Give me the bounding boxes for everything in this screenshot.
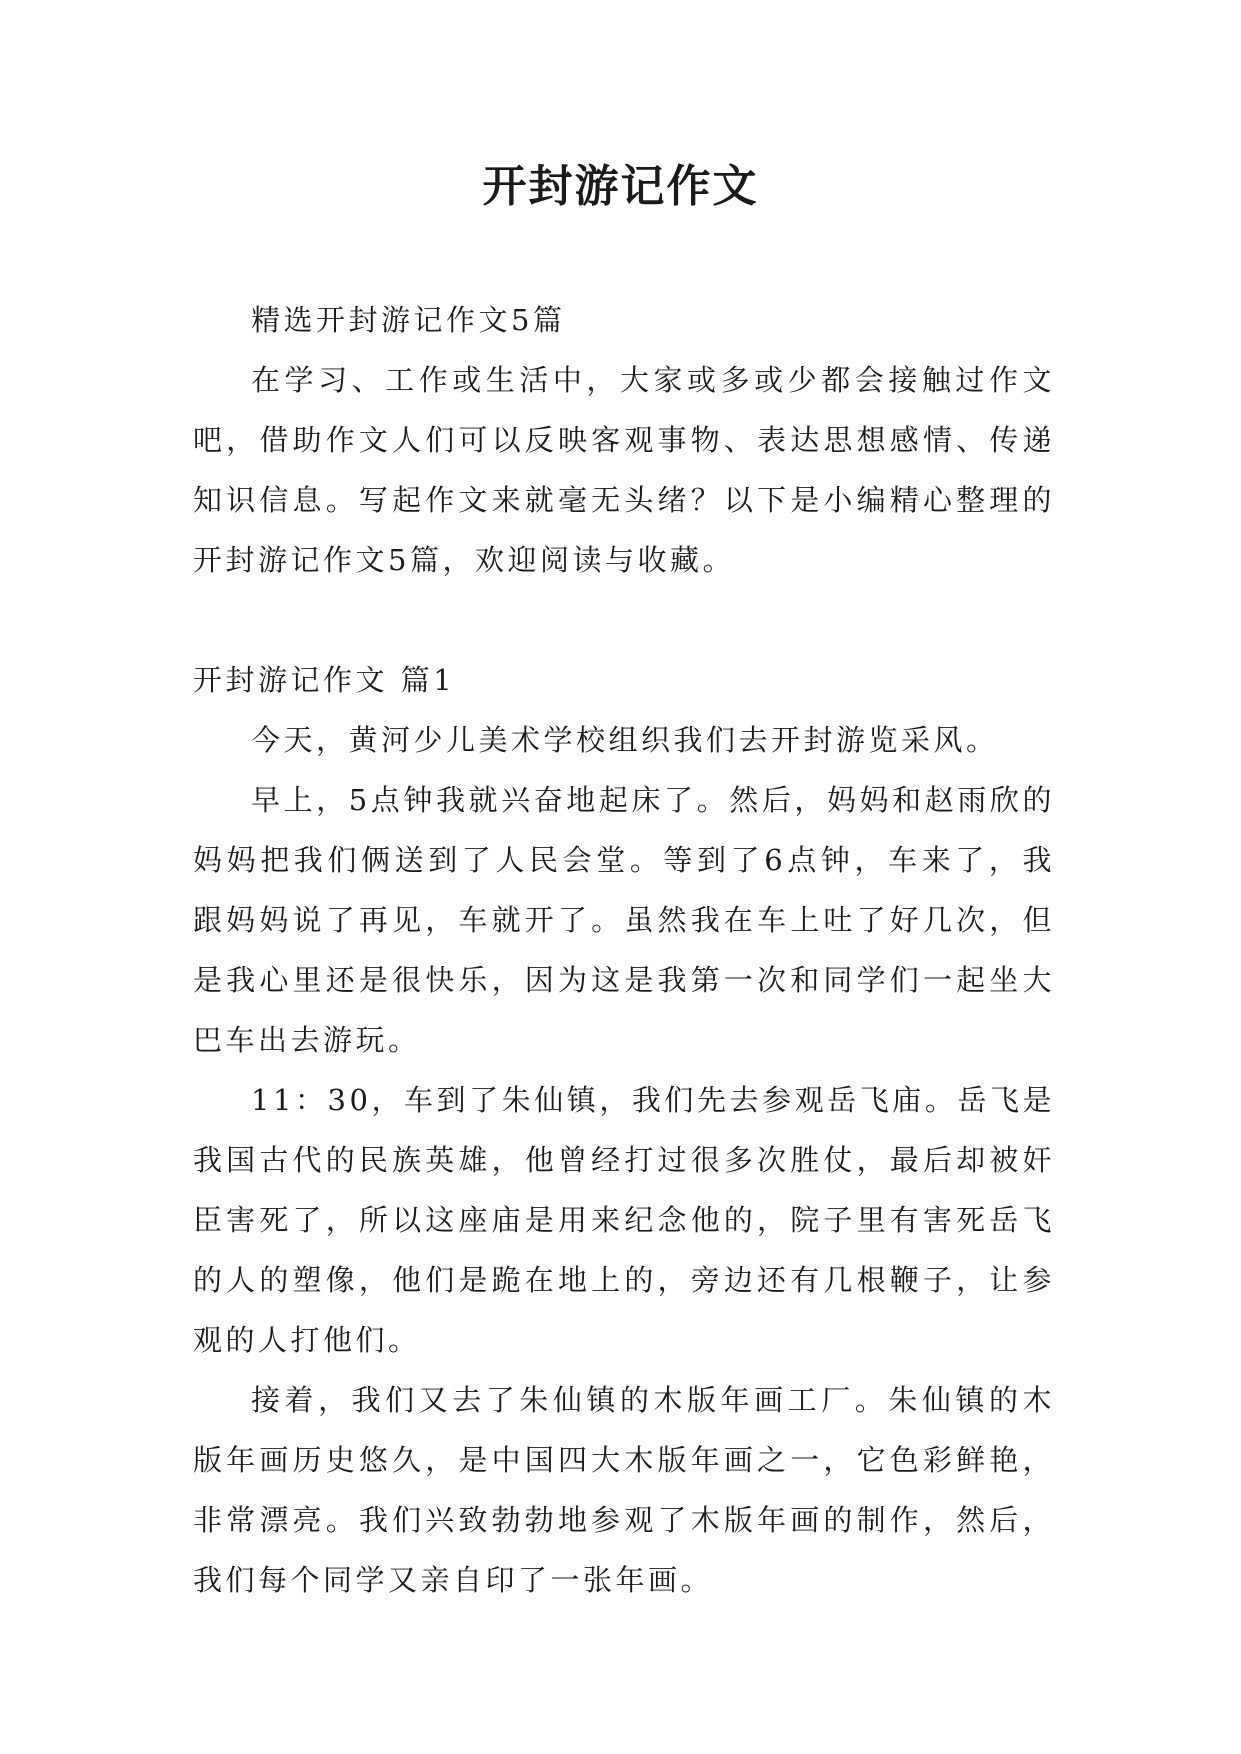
body-paragraph: 11：30，车到了朱仙镇，我们先去参观岳飞庙。岳飞是我国古代的民族英雄，他曾经打过很多次胜仗，最后却被奸臣害死了，所以这座庙是用来纪念他的，院子里有害死岳飞的人的塑像，他们是跪在地上的，旁边还有几根鞭子，让参观的人打他们。 [193,1083,1055,1357]
body-paragraph: 今天，黄河少儿美术学校组织我们去开封游览采风。 [251,723,999,757]
body-paragraph: 接着，我们又去了朱仙镇的木版年画工厂。朱仙镇的木版年画历史悠久，是中国四大木版年画之一，它色彩鲜艳，非常漂亮。我们兴致勃勃地参观了木版年画的制作，然后，我们每个同学又亲自印了一张年画。 [193,1383,1055,1597]
document-title: 开封游记作文 [482,161,759,212]
intro-subtitle: 精选开封游记作文5篇 [251,303,566,337]
document-body [193,290,1055,1610]
intro-paragraph: 在学习、工作或生活中，大家或多或少都会接触过作文吧，借助作文人们可以反映客观事物、表达思想感情、传递知识信息。写起作文来就毫无头绪？以下是小编精心整理的开封游记作文5篇，欢迎阅读与收藏。 [193,363,1055,577]
section-heading: 开封游记作文 篇1 [193,663,456,697]
body-paragraph: 早上，5点钟我就兴奋地起床了。然后，妈妈和赵雨欣的妈妈把我们俩送到了人民会堂。等到了6点钟，车来了，我跟妈妈说了再见，车就开了。虽然我在车上吐了好几次，但是我心里还是很快乐，因为这是我第一次和同学们一起坐大巴车出去游玩。 [193,783,1055,1057]
section-spacer [193,590,1055,650]
